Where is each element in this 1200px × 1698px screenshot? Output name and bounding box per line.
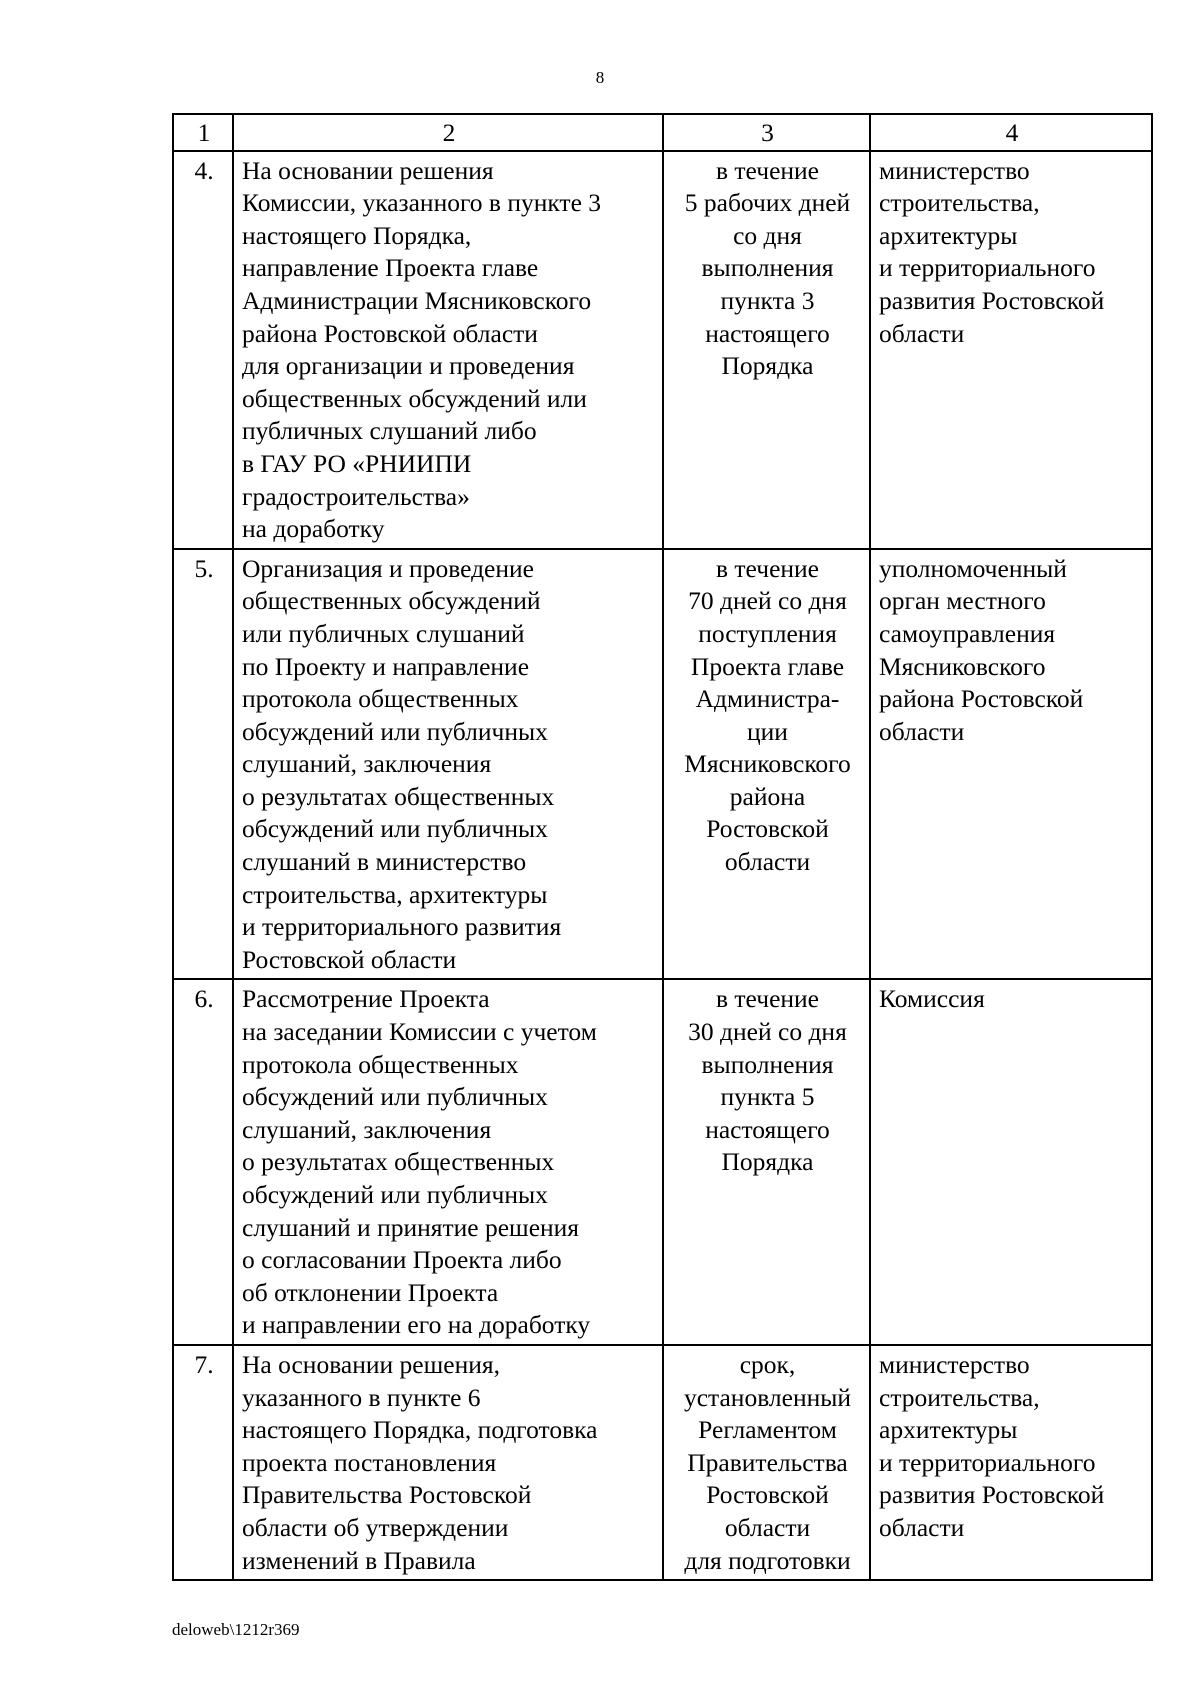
action-line: обсуждений или публичных xyxy=(242,814,548,844)
executor-line: министерство xyxy=(879,1349,1030,1379)
executor-cell xyxy=(870,151,1152,549)
action-line: района Ростовской области xyxy=(242,318,538,348)
term-line: Проекта главе xyxy=(690,651,845,681)
executor-line: Мясниковского xyxy=(879,651,1046,681)
term-line: в течение xyxy=(716,984,819,1014)
action-line: и территориального развития xyxy=(242,912,562,942)
term-line: 70 дней со дня xyxy=(688,586,847,616)
action-line: протокола общественных xyxy=(242,684,519,714)
term-line: ции xyxy=(747,716,788,746)
term-line: со дня xyxy=(733,220,802,250)
term-line: для подготовки xyxy=(684,1545,851,1575)
term-line: выполнения xyxy=(701,253,834,283)
action-line: На основании решения, xyxy=(242,1349,500,1379)
executor-cell xyxy=(870,549,1152,980)
action-line: Организация и проведение xyxy=(242,553,534,583)
executor-cell xyxy=(870,979,1152,1345)
executor-line: уполномоченный xyxy=(879,553,1067,583)
term-cell xyxy=(663,979,870,1345)
term-line: Правительства xyxy=(687,1447,848,1477)
term-line: района xyxy=(729,781,806,811)
action-line: общественных обсуждений или xyxy=(242,383,587,413)
action-line: области об утверждении xyxy=(242,1512,509,1542)
action-line: направление Проекта главе xyxy=(242,253,539,283)
term-line: Порядка xyxy=(721,1147,814,1177)
executor-line: строительства, xyxy=(879,188,1040,218)
action-line: о результатах общественных xyxy=(242,1147,555,1177)
term-line: Регламентом xyxy=(698,1415,837,1445)
action-line: изменений в Правила xyxy=(242,1545,476,1575)
action-line: публичных слушаний либо xyxy=(242,416,537,446)
row-number-cell: 6. xyxy=(173,979,233,1345)
executor-cell xyxy=(870,1345,1152,1580)
action-line: обсуждений или публичных xyxy=(242,1180,548,1209)
action-line: настоящего Порядка, xyxy=(242,220,472,250)
action-cell xyxy=(233,151,663,549)
executor-line: и территориального xyxy=(879,1447,1096,1477)
table-body xyxy=(173,151,1152,1581)
executor-line: министерство xyxy=(879,155,1030,185)
term-line: выполнения xyxy=(701,1049,834,1079)
executor-line: самоуправления xyxy=(879,618,1056,648)
action-line: указанного в пункте 6 xyxy=(242,1382,481,1412)
action-line: о согласовании Проекта либо xyxy=(242,1245,562,1275)
term-cell xyxy=(663,1345,870,1580)
action-line: градостроительства» xyxy=(242,481,470,511)
executor-line: и территориального xyxy=(879,253,1096,283)
term-line: Порядка xyxy=(721,351,814,381)
action-line: слушаний, заключения xyxy=(242,1114,492,1144)
action-line: обсуждений или публичных xyxy=(242,1082,548,1112)
action-line: по Проекту и направление xyxy=(242,651,530,681)
executor-line: района Ростовской xyxy=(879,684,1084,714)
action-cell xyxy=(233,549,663,980)
action-line: Правительства Ростовской xyxy=(242,1480,532,1510)
term-line: поступления xyxy=(698,618,837,648)
action-cell xyxy=(233,1345,663,1580)
action-line: Комиссии, указанного в пункте 3 xyxy=(242,188,602,218)
page-number: 8 xyxy=(595,68,605,87)
term-line: области xyxy=(724,847,811,877)
column-header-executor: 4 xyxy=(870,114,1152,151)
executor-line: строительства, xyxy=(879,1382,1040,1412)
term-line: настоящего xyxy=(705,1114,830,1144)
action-line: На основании решения xyxy=(242,155,494,185)
executor-line: архитектуры xyxy=(879,1415,1018,1445)
executor-line: области xyxy=(879,1512,965,1542)
table-row xyxy=(173,151,1152,549)
column-header-number: 1 xyxy=(173,114,233,151)
action-line: общественных обсуждений xyxy=(242,586,541,616)
action-line: протокола общественных xyxy=(242,1049,519,1079)
action-line: Администрации Мясниковского xyxy=(242,285,592,315)
executor-line: области xyxy=(879,318,965,348)
executor-line: области xyxy=(879,716,965,746)
action-line: о результатах общественных xyxy=(242,781,555,811)
action-line: проекта постановления xyxy=(242,1447,497,1477)
procedure-table xyxy=(172,113,1153,1581)
term-cell xyxy=(663,549,870,980)
term-line: настоящего xyxy=(705,318,830,348)
action-cell xyxy=(233,979,663,1345)
term-line: пункта 5 xyxy=(720,1082,815,1112)
row-number-cell: 4. xyxy=(173,151,233,549)
action-line: слушаний, заключения xyxy=(242,749,492,779)
action-line: слушаний и принятие решения xyxy=(242,1212,580,1242)
action-line: Ростовской области xyxy=(242,944,457,974)
term-line: Ростовской xyxy=(706,1480,829,1510)
column-header-action: 2 xyxy=(233,114,663,151)
action-line: об отклонении Проекта xyxy=(242,1277,499,1307)
action-line: слушаний в министерство xyxy=(242,847,527,877)
term-line: Администра- xyxy=(695,684,840,714)
executor-line: орган местного xyxy=(879,586,1046,616)
action-line: в ГАУ РО «РНИИПИ xyxy=(242,448,472,478)
action-line: Рассмотрение Проекта xyxy=(242,984,490,1014)
term-line: в течение xyxy=(716,155,819,185)
table-row xyxy=(173,549,1152,980)
action-line: и направлении его на доработку xyxy=(242,1310,591,1340)
action-line: или публичных слушаний xyxy=(242,618,525,648)
table-row xyxy=(173,1345,1152,1580)
row-number-cell: 7. xyxy=(173,1345,233,1580)
term-line: срок, xyxy=(739,1349,796,1379)
executor-line: архитектуры xyxy=(879,220,1018,250)
term-line: области xyxy=(724,1512,811,1542)
term-line: Мясниковского xyxy=(684,749,851,779)
action-line: на заседании Комиссии с учетом xyxy=(242,1017,597,1047)
action-line: настоящего Порядка, подготовка xyxy=(242,1415,598,1445)
table-row xyxy=(173,979,1152,1345)
term-line: в течение xyxy=(716,553,819,583)
action-line: на доработку xyxy=(242,514,385,544)
term-line: установленный xyxy=(683,1382,852,1412)
executor-line: Комиссия xyxy=(879,984,985,1014)
row-number-cell: 5. xyxy=(173,549,233,980)
action-line: строительства, архитектуры xyxy=(242,879,548,909)
term-line: пункта 3 xyxy=(720,285,815,315)
executor-line: развития Ростовской xyxy=(879,285,1105,315)
term-line: 5 рабочих дней xyxy=(684,188,851,218)
action-line: для организации и проведения xyxy=(242,351,575,381)
executor-line: развития Ростовской xyxy=(879,1480,1105,1510)
term-cell xyxy=(663,151,870,549)
term-line: Ростовской xyxy=(706,814,829,844)
column-header-term: 3 xyxy=(663,114,870,151)
table-header-row xyxy=(173,114,1152,151)
document-code: deloweb\1212r369 xyxy=(172,1620,300,1639)
action-line: обсуждений или публичных xyxy=(242,716,548,746)
term-line: 30 дней со дня xyxy=(688,1017,847,1047)
